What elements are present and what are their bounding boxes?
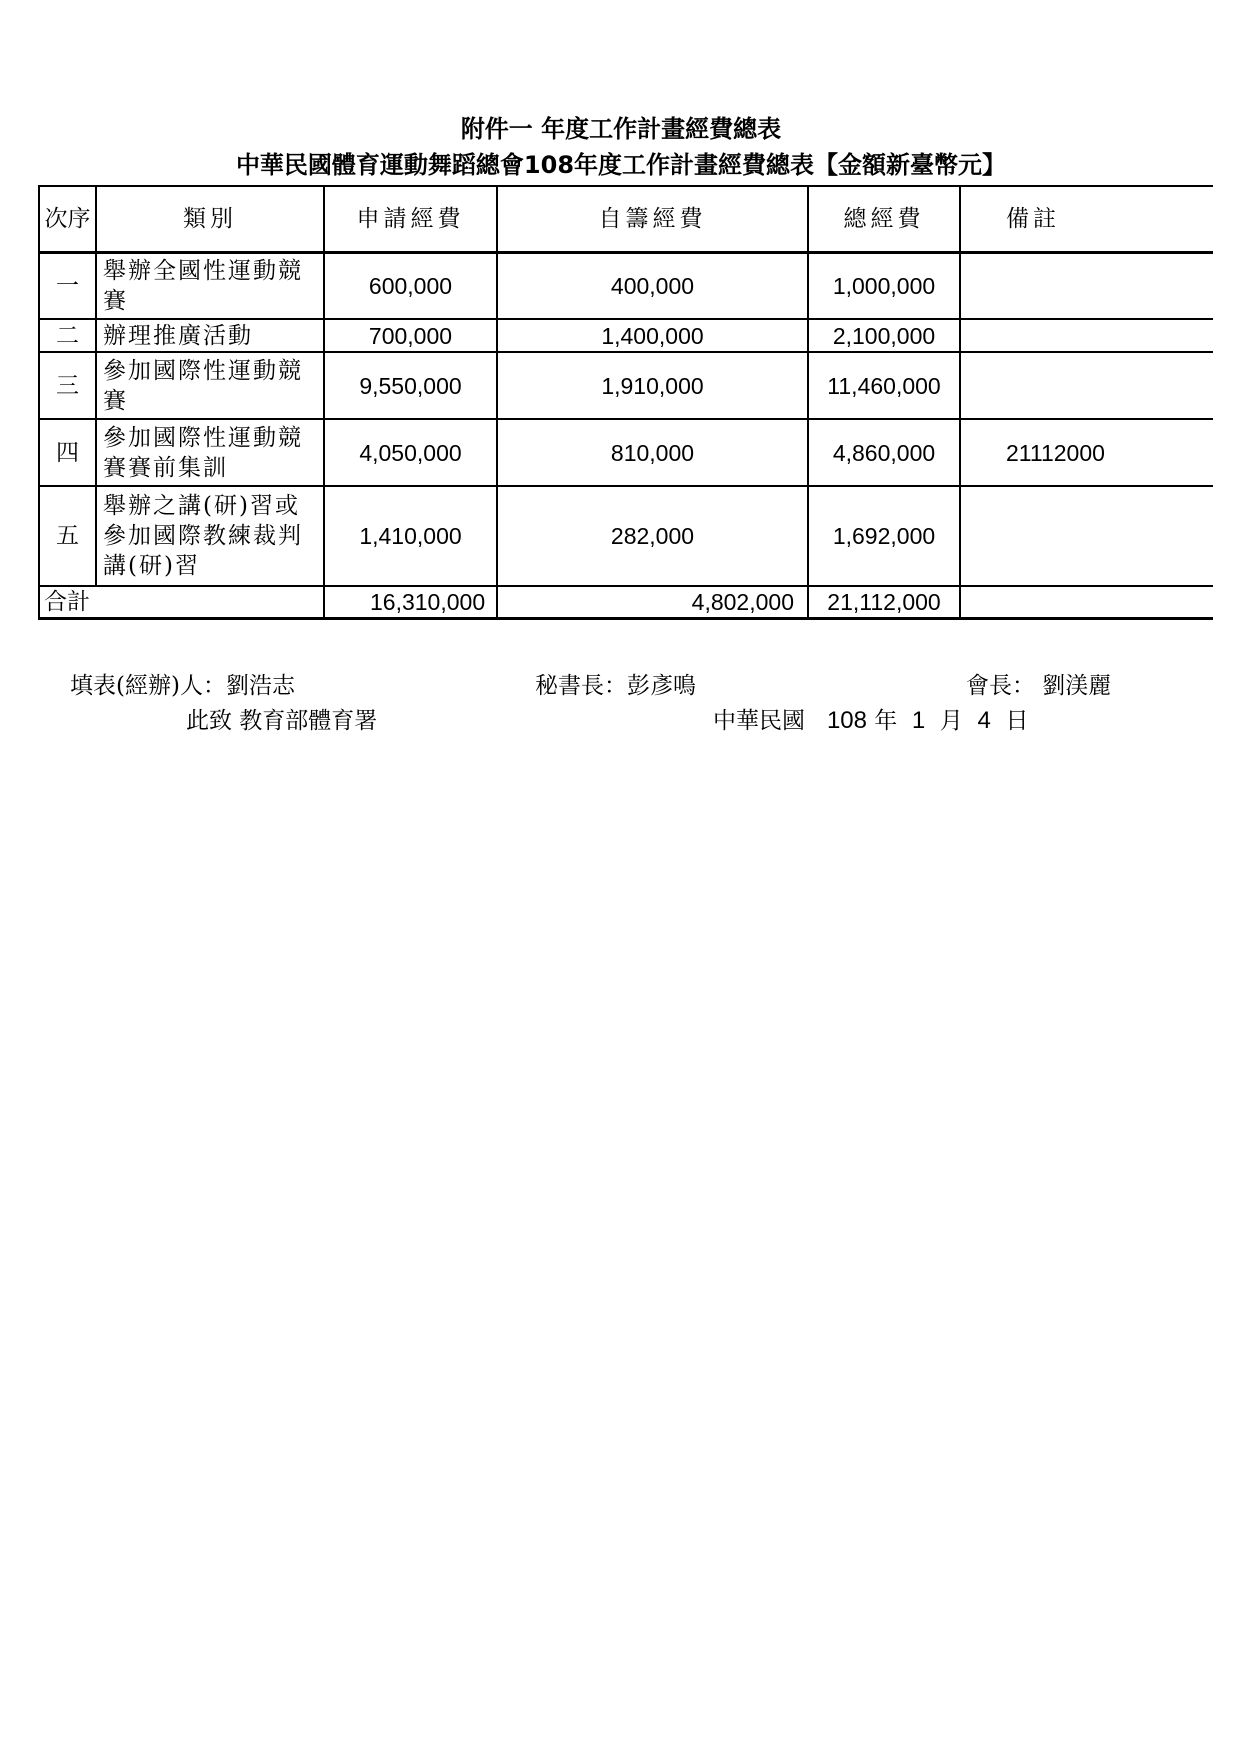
row-note — [960, 319, 1213, 352]
row-sequence: 五 — [39, 486, 96, 586]
total-self-funded: 4,802,000 — [497, 586, 808, 619]
column-header-self-funded: 自籌經費 — [497, 186, 808, 252]
document-title: 附件一 年度工作計畫經費總表 — [460, 115, 782, 143]
column-header-category: 類別 — [96, 186, 324, 252]
row-category: 辦理推廣活動 — [96, 319, 324, 352]
row-category: 舉辦全國性運動競賽 — [96, 252, 324, 319]
row-category: 參加國際性運動競賽 — [96, 352, 324, 419]
total-total: 21,112,000 — [808, 586, 960, 619]
row-note: 21112000 — [960, 419, 1213, 486]
total-note — [960, 586, 1213, 619]
table-row — [39, 252, 1213, 319]
row-self-funded: 810,000 — [497, 419, 808, 486]
table-row — [39, 319, 1213, 352]
column-header-sequence: 次序 — [39, 186, 96, 252]
row-self-funded: 282,000 — [497, 486, 808, 586]
row-self-funded: 400,000 — [497, 252, 808, 319]
total-label: 合計 — [39, 586, 324, 619]
table-row — [39, 486, 1213, 586]
column-header-note: 備註 — [960, 186, 1213, 252]
row-sequence: 四 — [39, 419, 96, 486]
row-requested: 4,050,000 — [324, 419, 497, 486]
addressee-line: 此致 教育部體育署 — [186, 708, 378, 734]
row-requested: 1,410,000 — [324, 486, 497, 586]
table-row — [39, 419, 1213, 486]
date-month: 1 — [911, 707, 926, 734]
column-header-requested: 申請經費 — [324, 186, 497, 252]
row-self-funded: 1,910,000 — [497, 352, 808, 419]
row-category: 舉辦之講(研)習或參加國際教練裁判講(研)習 — [96, 486, 324, 586]
date-line — [713, 706, 1029, 736]
row-total: 2,100,000 — [808, 319, 960, 352]
date-year-unit: 年 — [874, 708, 898, 734]
row-requested: 9,550,000 — [324, 352, 497, 419]
document-subtitle: 中華民國體育運動舞蹈總會108年度工作計畫經費總表【金額新臺幣元】 — [235, 151, 1007, 179]
row-note — [960, 352, 1213, 419]
table-total-row — [39, 586, 1213, 619]
row-total: 11,460,000 — [808, 352, 960, 419]
row-sequence: 三 — [39, 352, 96, 419]
date-month-unit: 月 — [939, 708, 963, 734]
row-sequence: 二 — [39, 319, 96, 352]
column-header-total: 總經費 — [808, 186, 960, 252]
total-requested: 16,310,000 — [324, 586, 497, 619]
row-sequence: 一 — [39, 252, 96, 319]
secretary-general-line: 秘書長：彭彥鳴 — [535, 673, 696, 699]
date-prefix: 中華民國 — [713, 708, 805, 734]
preparer-line: 填表(經辦)人：劉浩志 — [70, 673, 295, 699]
date-day: 4 — [977, 707, 991, 734]
row-requested: 600,000 — [324, 252, 497, 319]
row-total: 1,692,000 — [808, 486, 960, 586]
budget-table — [38, 185, 1213, 620]
row-requested: 700,000 — [324, 319, 497, 352]
table-header-row — [39, 186, 1213, 252]
row-total: 1,000,000 — [808, 252, 960, 319]
row-category: 參加國際性運動競賽賽前集訓 — [96, 419, 324, 486]
date-day-unit: 日 — [1005, 708, 1029, 734]
date-year: 108 — [826, 707, 867, 734]
row-note — [960, 252, 1213, 319]
row-self-funded: 1,400,000 — [497, 319, 808, 352]
president-line: 會長： 劉渼麗 — [966, 673, 1112, 699]
row-total: 4,860,000 — [808, 419, 960, 486]
row-note — [960, 486, 1213, 586]
table-row — [39, 352, 1213, 419]
